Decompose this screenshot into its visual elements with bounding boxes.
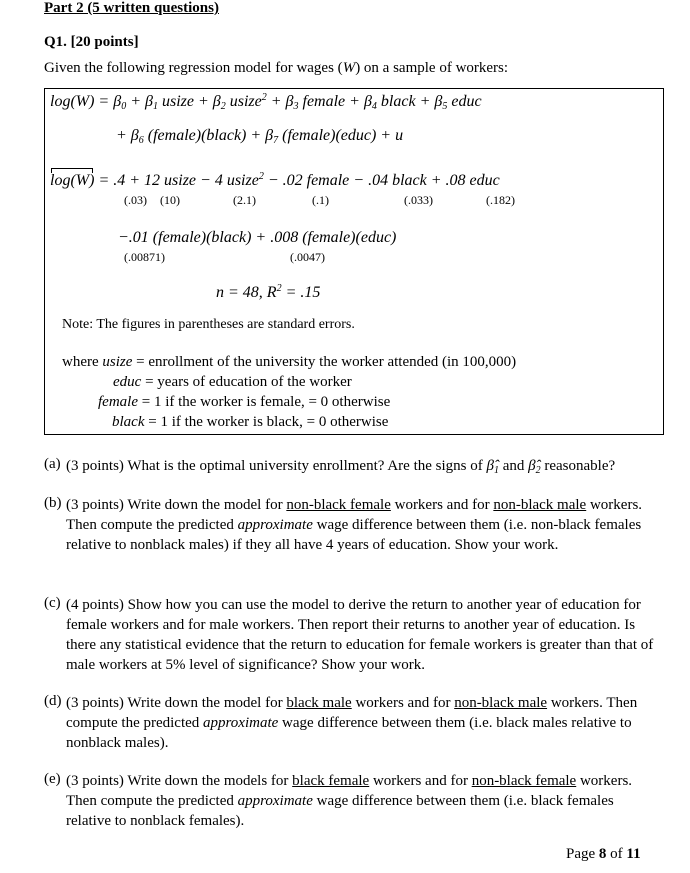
where-line-3: female = 1 if the worker is female, = 0 otherwise [98,394,391,410]
se-8: (.0047) [290,250,325,264]
question-e-text: (3 points) Write down the models for black female workers and for non-black female workers. Then compute the predicted approximate wage difference between them (i.e. black females relative to nonblack females). [66,773,633,829]
se-5: (.033) [404,193,433,207]
se-6: (.182) [486,193,515,207]
se-4: (.1) [312,193,329,207]
estimated-line-2: −.01 (female)(black) + .008 (female)(educ) [118,229,397,246]
se-1: (.03) [124,193,147,207]
question-title: Q1. [20 points] [44,34,139,50]
estimated-line-1: log(W) = .4 + 12 usize − 4 usize$^2$ − .02 female − .04 black + .08 educ [50,171,500,189]
model-line-1: $\log(W) = \beta_0 + \beta_1$ usize + $\beta_2$ usize$^2$ + $\beta_3$ female + $\beta_4$ black + $\beta_5$ educ [50,92,482,112]
model-line-2: + $\beta_6$ (female)(black) + $\beta_7$ (female)(educ) + u [116,127,404,146]
question-a-label: (a) [44,456,61,472]
note: Note: The figures in parentheses are standard errors. [62,317,355,332]
intro-text: Given the following regression model for wages (W) on a sample of workers: [44,60,509,76]
where-line-2: educ = years of education of the worker [113,374,352,390]
question-d-text: (3 points) Write down the model for black male workers and for non-black male workers. Then compute the predicted approximate wage difference between them (i.e. black males relative to nonblack males). [66,695,638,751]
where-line-1: where usize = enrollment of the university the worker attended (in 100,000) [62,354,517,370]
question-c-label: (c) [44,595,61,611]
se-2: (10) [160,193,180,207]
question-e-label: (e) [44,771,61,787]
question-b-label: (b) [44,495,62,511]
page-number: Page 8 of 11 [566,846,641,862]
where-line-4: black = 1 if the worker is black, = 0 otherwise [112,414,389,430]
question-a-text: (3 points) What is the optimal university enrollment? Are the signs of $\betâ_1$ and $\betâ_2$ reasonable? [66,458,616,476]
question-b-text: (3 points) Write down the model for non-black female workers and for non-black male workers. Then compute the predicted approximate wage difference between them (i.e. non-black females relative to nonblack males) if they all have 4 years of education. Show your work. [66,497,643,553]
n-r2: n = 48, $R^2 = .15$ [216,283,321,301]
question-d-label: (d) [44,693,62,709]
part-title: Part 2 (5 written questions) [44,0,219,16]
se-7: (.00871) [124,250,165,264]
se-3: (2.1) [233,193,256,207]
question-c-text: (4 points) Show how you can use the model to derive the return to another year of education for female workers and for male workers. Then report their returns to another year of education. Is there any statistical evidence that the return to education for female workers is greater than that of male workers at 5% level of significance? Show your work. [66,597,654,673]
